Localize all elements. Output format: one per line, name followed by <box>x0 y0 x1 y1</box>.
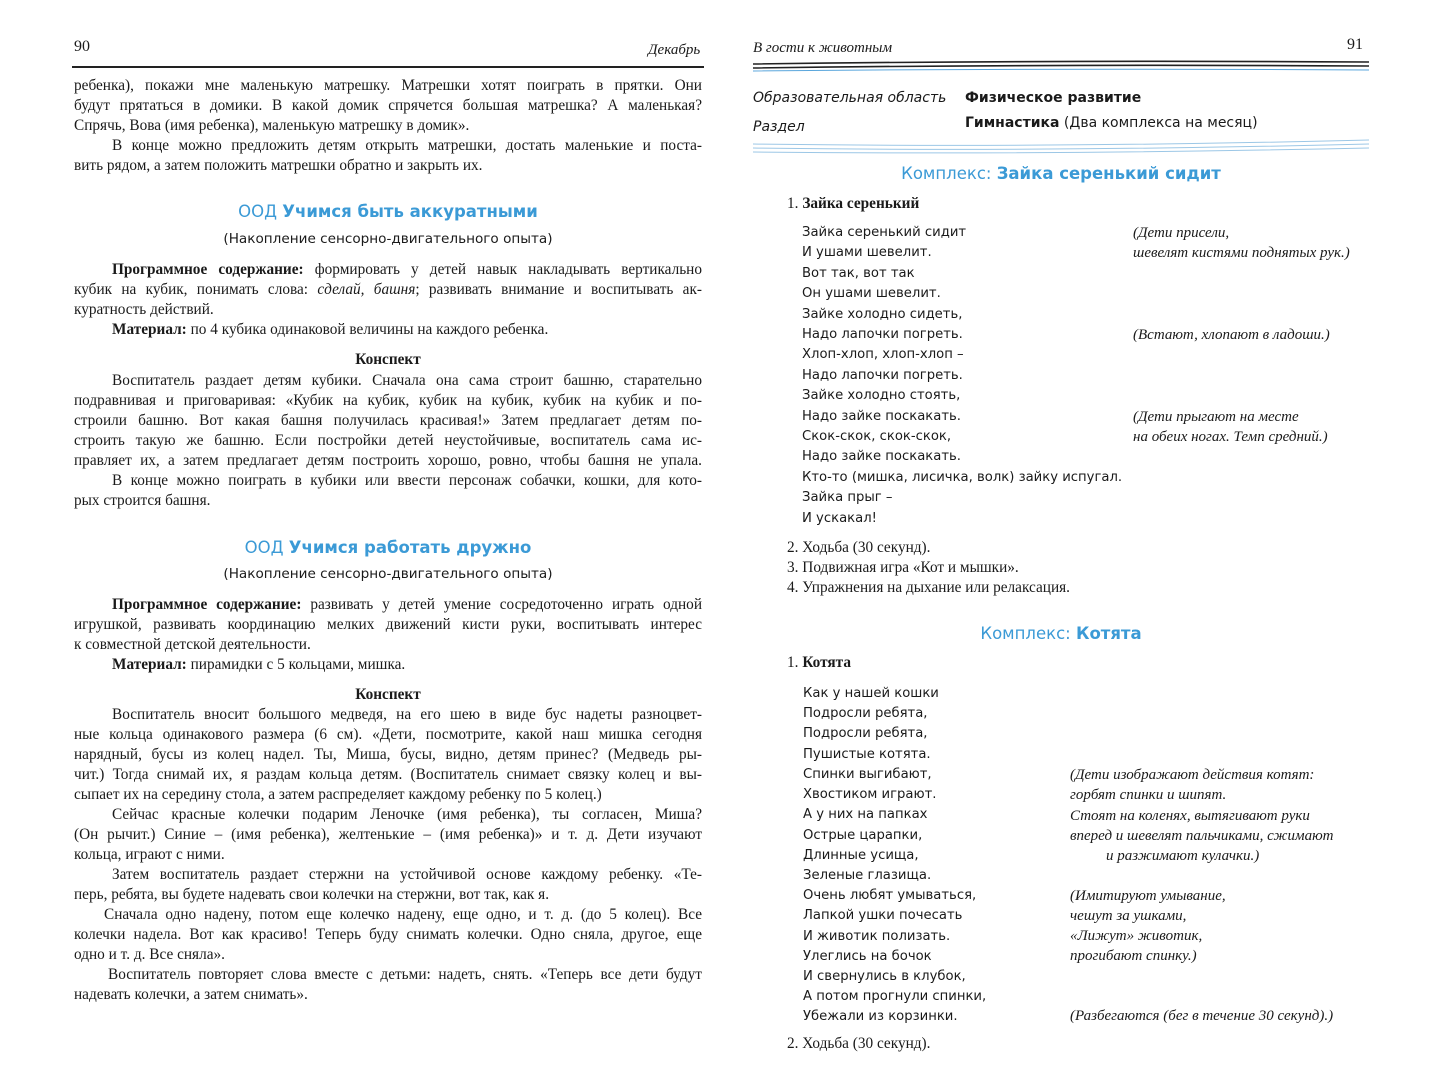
text-line: надевать колечки, а затем снимать». <box>74 986 308 1003</box>
poem-line: Скок-скок, скок-скок, <box>802 429 952 444</box>
poem-line: Лапкой ушки почесать <box>803 908 963 923</box>
poem-line: Как у нашей кошки <box>803 686 939 701</box>
text-line: вить рядом, а затем положить матрешки обратно и закрыть их. <box>74 157 483 174</box>
poem-line: Надо зайке поскакать. <box>802 449 961 464</box>
poem-line: Улеглись на бочок <box>803 949 932 964</box>
text-span: по 4 кубика одинаковой величины на каждого ребенка. <box>190 321 549 338</box>
note-line: чешут за ушками, <box>1070 908 1187 924</box>
poem-line: Спинки выгибают, <box>803 767 932 782</box>
poem-line: Хлоп-хлоп, хлоп-хлоп – <box>802 347 964 362</box>
note-line: шевелят кистями поднятых рук.) <box>1133 245 1350 261</box>
item-number: 1. <box>787 654 799 671</box>
poem-line: Подросли ребята, <box>803 706 928 721</box>
text-line: ные кольца одинакового размера (6 см). «Дети, посмотрите, какой наш мишка сегодня <box>74 726 702 743</box>
heading-prefix: ООД <box>238 202 283 221</box>
note-line: (Имитируют умывание, <box>1070 888 1226 904</box>
note-line: горбят спинки и шипят. <box>1070 787 1227 803</box>
poem-line: И ускакал! <box>802 511 877 526</box>
text-line <box>112 260 702 280</box>
heading-title: Учимся работать дружно <box>288 538 532 557</box>
section-value-bold: Гимнастика <box>965 115 1060 131</box>
poem-line: Хвостиком играют. <box>803 787 937 802</box>
text-line: Воспитатель вносит большого медведя, на его шею в виде бус надеты разноцвет- <box>112 706 702 723</box>
text-line <box>112 320 702 340</box>
program-label: Программное содержание: <box>112 261 304 278</box>
item-title: Зайка серенький <box>802 195 920 212</box>
text-line: Воспитатель раздает детям кубики. Сначала она сама строит башню, старательно <box>112 372 702 389</box>
note-line: прогибают спинку.) <box>1070 948 1197 964</box>
text-line: правляет их, а затем предлагает детям построить хорошо, ровно, чтобы башня не упала. <box>74 452 702 469</box>
text-line: Сначала одно надену, потом еще колечко надену, еще одно, и т. д. (до 5 колец). Все <box>104 906 702 923</box>
item-heading <box>787 194 919 214</box>
poem-line: И свернулись в клубок, <box>803 969 966 984</box>
header-rule <box>72 66 704 68</box>
text-line: чит.) Тогда снимай их, я раздам кольца детям. (Воспитатель снимает связку колец и вы- <box>74 766 702 783</box>
note-line: (Встают, хлопают в ладоши.) <box>1133 327 1330 343</box>
italic-span: сделай, башня <box>317 281 416 298</box>
area-value: Физическое развитие <box>965 90 1142 106</box>
poem-line: Пушистые котята. <box>803 747 931 762</box>
text-line: нарядный, бусы из колец надел. Ты, Миша, бусы, видно, детям принес? (Медведь ры- <box>74 746 702 763</box>
text-span: формировать у детей навык накладывать вертикально <box>314 261 702 278</box>
heading-title: Зайка серенький сидит <box>996 164 1221 183</box>
text-line: В конце можно предложить детям открыть матрешки, достать маленькие и поста- <box>112 137 702 154</box>
text-line: куратность действий. <box>74 301 214 318</box>
text-span: ; развивать внимание и воспитывать ак- <box>415 281 702 298</box>
text-line: игрушкой, развивать координацию мелких движений кисти руки, воспитывать интерес <box>74 616 702 633</box>
poem-line: Кто-то (мишка, лисичка, волк) зайку испугал. <box>802 470 1123 485</box>
poem-line: Вот так, вот так <box>802 266 915 281</box>
material-label: Материал: <box>112 656 187 673</box>
list-item: 2. Ходьба (30 секунд). <box>787 539 931 556</box>
heading-prefix: Комплекс: <box>901 164 997 183</box>
text-line: рых строится башня. <box>74 492 211 509</box>
poem-line: И ушами шевелит. <box>802 245 932 260</box>
konspekt-heading: Конспект <box>355 686 421 703</box>
note-line: (Дети изображают действия котят: <box>1070 767 1315 783</box>
text-line: будут прятаться в домики. В какой домик спрячется большая матрешка? А маленькая? <box>74 97 702 114</box>
note-line: вперед и шевелят пальчиками, сжимают <box>1070 828 1334 844</box>
text-line: кольца, играют с ними. <box>74 846 225 863</box>
text-line: колечки надела. Вот как красиво! Теперь буду снимать колечки. Одно сняла, другое, еще <box>74 926 702 943</box>
poem-line: Зайке холодно стоять, <box>802 388 961 403</box>
text-line: ребенка), покажи мне маленькую матрешку. Матрешки хотят поиграть в прятки. Они <box>74 77 702 94</box>
poem-line: Надо лапочки погреть. <box>802 368 963 383</box>
section-heading <box>74 538 702 557</box>
material-label: Материал: <box>112 321 187 338</box>
text-line: В конце можно поиграть в кубики или ввести персонаж собачки, кошки, для кото- <box>112 472 702 489</box>
poem-line: Зеленые глазища. <box>803 868 932 883</box>
note-line: и разжимают кулачки.) <box>1106 848 1260 864</box>
poem-line: Острые царапки, <box>803 828 923 843</box>
text-line: к совместной детской деятельности. <box>74 636 311 653</box>
section-value <box>965 115 1258 131</box>
item-number: 1. <box>787 195 799 212</box>
section-subtitle: (Накопление сенсорно-двигательного опыта) <box>223 566 553 582</box>
right-page <box>721 0 1442 1080</box>
note-line: Стоят на коленях, вытягивают руки <box>1070 808 1310 824</box>
poem-line: Зайке холодно сидеть, <box>802 307 963 322</box>
poem-line: И животик полизать. <box>803 929 951 944</box>
poem-line: Он ушами шевелит. <box>802 286 941 301</box>
item-title: Котята <box>802 654 852 671</box>
heading-title: Котята <box>1075 624 1142 643</box>
poem-line: Длинные усища, <box>803 848 919 863</box>
list-item: 4. Упражнения на дыхание или релаксация. <box>787 579 1071 596</box>
konspekt-heading: Конспект <box>355 351 421 368</box>
text-line: подравнивая и приговаривая: «Кубик на кубик, кубик на кубик, кубик на кубик и по- <box>74 392 702 409</box>
area-label: Образовательная область <box>753 90 947 106</box>
text-line: Сейчас красные колечки подарим Леночке (имя ребенка), ты согласен, Миша? <box>112 806 702 823</box>
text-span: развивать у детей умение сосредоточенно играть одной <box>310 596 702 613</box>
note-line: на обеих ногах. Темп средний.) <box>1133 429 1328 445</box>
text-line: Затем воспитатель раздает стержни на устойчивой основе каждому ребенку. «Те- <box>112 866 702 883</box>
poem-line: Зайка прыг – <box>802 490 893 505</box>
poem-line: Зайка серенький сидит <box>802 225 967 240</box>
text-line: перь, ребята, вы будете надевать свои колечки на стержни, вот так, как я. <box>74 886 550 903</box>
note-line: (Разбегаются (бег в течение 30 секунд).) <box>1070 1008 1334 1024</box>
text-line: сыпает их на середину стола, а затем распределяет каждому ребенку по 5 колец.) <box>74 786 602 803</box>
text-line <box>112 655 702 675</box>
complex-heading <box>749 164 1373 183</box>
text-line: строить такую же башню. Если постройки детей неустойчивые, воспитатель сама ис- <box>74 432 702 449</box>
section-heading <box>74 202 702 221</box>
poem-line: Убежали из корзинки. <box>803 1009 958 1024</box>
list-item: 2. Ходьба (30 секунд). <box>787 1035 931 1052</box>
list-item: 3. Подвижная игра «Кот и мышки». <box>787 559 1019 576</box>
text-span: пирамидки с 5 кольцами, мишка. <box>190 656 406 673</box>
complex-heading <box>749 624 1373 643</box>
poem-line: Подросли ребята, <box>803 726 928 741</box>
meta-rule-lines <box>749 138 1373 156</box>
item-heading <box>787 653 851 673</box>
text-line <box>112 595 702 615</box>
header-rule-lines <box>749 58 1373 74</box>
text-line: строили башню. Вот какая башня получилась красивая!» Затем предлагает детям по- <box>74 412 702 429</box>
heading-prefix: ООД <box>244 538 289 557</box>
running-head: В гости к животным <box>753 40 893 56</box>
section-label: Раздел <box>753 119 805 135</box>
text-line: Воспитатель повторяет слова вместе с детьми: надеть, снять. «Теперь все дети будут <box>108 966 702 983</box>
page-number: 90 <box>74 38 90 55</box>
section-value-rest: (Два комплекса на месяц) <box>1059 115 1258 131</box>
running-head: Декабрь <box>648 42 701 58</box>
heading-prefix: Комплекс: <box>980 624 1076 643</box>
program-label: Программное содержание: <box>112 596 302 613</box>
text-span: кубик на кубик, понимать слова: <box>74 281 318 298</box>
note-line: «Лижут» животик, <box>1070 928 1203 944</box>
note-line: (Дети прыгают на месте <box>1133 409 1299 425</box>
text-line <box>74 280 702 300</box>
page-number: 91 <box>1347 36 1363 53</box>
poem-line: А потом прогнули спинки, <box>803 989 987 1004</box>
poem-line: Надо зайке поскакать. <box>802 409 961 424</box>
poem-line: А у них на папках <box>803 807 928 822</box>
text-line: Спрячь, Вова (имя ребенка), маленькую матрешку в домик». <box>74 117 470 134</box>
poem-line: Очень любят умываться, <box>803 888 977 903</box>
text-line: одно и т. д. Все сняла». <box>74 946 225 963</box>
heading-title: Учимся быть аккуратными <box>282 202 538 221</box>
text-line: (Он рычит.) Синие – (имя ребенка), желтенькие – (имя ребенка)» и т. д. Дети изучают <box>74 826 702 843</box>
section-subtitle: (Накопление сенсорно-двигательного опыта) <box>223 231 553 247</box>
poem-line: Надо лапочки погреть. <box>802 327 963 342</box>
note-line: (Дети присели, <box>1133 225 1230 241</box>
